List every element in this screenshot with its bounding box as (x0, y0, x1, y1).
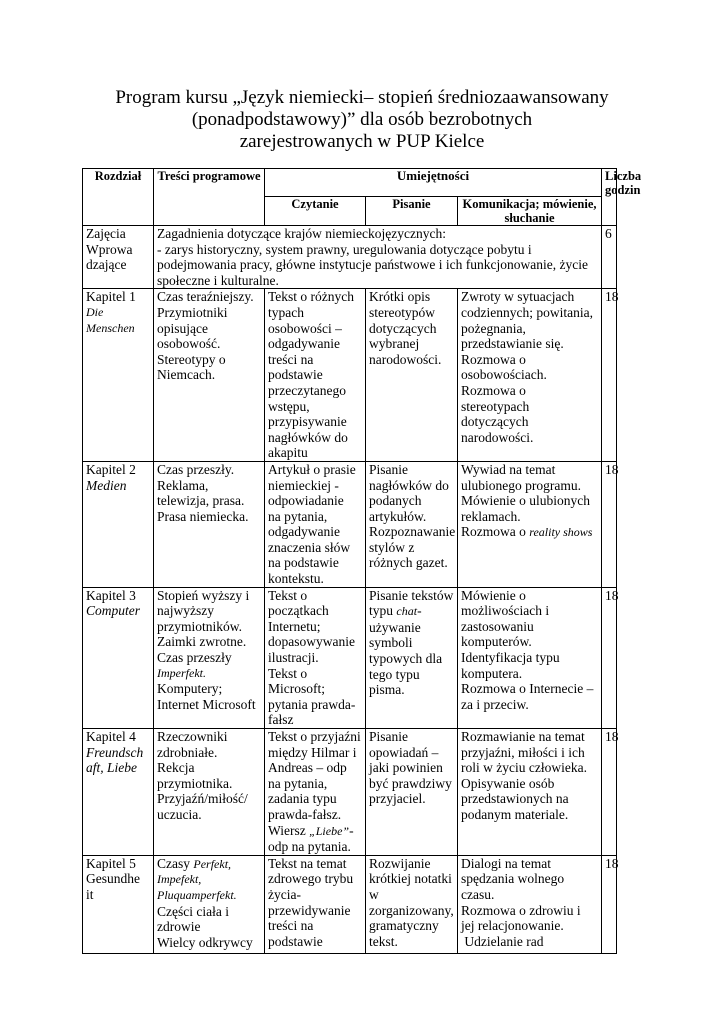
text-line: jej relacjonowanie. (461, 918, 564, 934)
text-line: przewidywanie (268, 902, 351, 918)
text-line: Tekst o (268, 587, 308, 603)
rozdzial-cell (83, 855, 154, 953)
text-line: opisujące (157, 320, 208, 336)
intro-line: - zarys historyczny, system prawny, uregulowania dotyczące pobytu i (157, 241, 532, 257)
text-line: znaczenia słów (268, 539, 351, 555)
text-line: Krótki opis (369, 289, 431, 305)
text-line: Przymiotniki (157, 304, 228, 320)
title-line-2: (ponadpodstawowy)” dla osób bezrobotnych (191, 109, 533, 130)
text-line: Stereotypy o (157, 351, 226, 367)
hours-cell: 18 (602, 461, 617, 587)
text-line: prawda-fałsz. (268, 806, 342, 822)
intro-line: społeczne i kulturalne. (157, 272, 279, 288)
text-line: Części ciała i (157, 903, 229, 919)
text-line: stereotypów (369, 304, 435, 320)
text-line: Niemcach. (157, 367, 216, 383)
text-line: odgadywanie (268, 336, 340, 352)
text-line: Tekst o przyjaźni (268, 729, 361, 744)
text-line: Internetu; (268, 618, 321, 634)
text-line: typowych dla (369, 651, 443, 667)
text-line: spędzania wolnego (461, 871, 565, 887)
pisanie-cell (366, 729, 458, 856)
text-line: niemieckiej - (268, 477, 339, 493)
kapitel-name: Gesundhe (86, 871, 140, 887)
header-row (83, 169, 617, 197)
text-line: dotyczących (461, 414, 529, 430)
text-span-italic: Perfekt, (193, 856, 232, 871)
text-line: Andreas – odp (268, 760, 347, 776)
text-line: Internet Microsoft (157, 696, 256, 712)
table-row (83, 587, 617, 728)
text-line: Pisanie (369, 729, 408, 744)
text-line: pytania prawda- (268, 696, 356, 712)
text-span: - (349, 822, 354, 838)
text-line: Rozmowa o (461, 351, 526, 367)
text-line: Rozmowa o (461, 382, 526, 398)
text-line: zastosowaniu (461, 618, 534, 634)
text-line: Mówienie o (461, 587, 526, 603)
rozdzial-cell (83, 226, 154, 289)
czytanie-cell (265, 461, 366, 587)
text-line: akapitu (268, 445, 308, 461)
text-span: typu (369, 603, 397, 619)
text-line: na podstawie (268, 555, 339, 571)
hours-cell: 18 (602, 289, 617, 462)
text-line: nagłówków do (268, 429, 348, 445)
header-czytanie: Czytanie (265, 197, 366, 226)
table-row (83, 729, 617, 856)
title-line-3: zarejestrowanych w PUP Kielce (239, 131, 485, 152)
kapitel-name: Computer (86, 603, 140, 619)
text-line: Reklama, (157, 477, 209, 493)
text-line: odp na pytania. (268, 839, 351, 855)
text-line: ulubionego programu. (461, 477, 581, 493)
text-line: zdrobniałe. (157, 744, 218, 760)
document-title (60, 87, 664, 153)
header-rozdzial: Rozdział (83, 169, 154, 226)
komunikacja-cell (458, 587, 602, 728)
program-table (82, 168, 642, 954)
kapitel-label: Kapitel 3 (86, 587, 136, 603)
text-line: przyjaciel. (369, 791, 426, 807)
kapitel-name: it (86, 886, 94, 902)
text-line: najwyższy (157, 603, 214, 619)
kapitel-name: Freundsch (86, 744, 144, 760)
kapitel-name: aft, Liebe (86, 760, 137, 776)
table-row (83, 461, 617, 587)
text-span: - (417, 603, 422, 619)
text-line: Stopień wyższy i (157, 587, 250, 603)
pisanie-cell (366, 587, 458, 728)
czytanie-cell (265, 729, 366, 856)
text-line: gramatyczny (369, 918, 439, 934)
text-line: typach (268, 304, 304, 320)
text-line: Czas przeszły. (157, 461, 235, 477)
text-line: Rozwijanie (369, 855, 431, 871)
text-line: Pluquamperfekt. (157, 887, 237, 902)
text-line: tekst. (369, 933, 398, 949)
text-line: Mówienie o ulubionych (461, 493, 590, 509)
text-line: wstępu, (268, 398, 310, 414)
header-umiejetnosci: Umiejętności (265, 169, 602, 197)
text-line: osobowościach. (461, 367, 547, 383)
table-row (83, 226, 617, 289)
text-span: Czasy (157, 855, 194, 871)
text-line: Imperfekt. (157, 665, 206, 680)
kapitel-label: Kapitel 1 (86, 289, 136, 305)
text-line: pożegnania, (461, 320, 526, 336)
text-line: Microsoft; (268, 681, 325, 697)
text-line: roli w życiu człowieka. (461, 760, 587, 776)
text-line: komputera. (461, 665, 523, 681)
text-line: fałsz (268, 712, 294, 728)
text-line: życia- (268, 886, 301, 902)
text-line: być prawdziwy (369, 775, 452, 791)
text-line: zorganizowany, (369, 902, 454, 918)
rozdzial-line: Wprowa (86, 241, 133, 257)
text-span: Wiersz (268, 822, 310, 838)
text-line: początkach (268, 603, 329, 619)
text-line: przymiotników. (157, 618, 242, 634)
header-liczba: Liczba godzin (602, 169, 617, 226)
pisanie-cell (366, 461, 458, 587)
table-row (83, 289, 617, 462)
text-line: podstawie (268, 933, 323, 949)
text-line: Przyjaźń/miłość/ (157, 791, 248, 807)
text-line: zdrowie (157, 919, 201, 935)
komunikacja-cell (458, 729, 602, 856)
text-line: osobowości – (268, 320, 342, 336)
tresci-cell (154, 289, 265, 462)
text-line: na pytania, (268, 508, 328, 524)
text-line: odpowiadanie (268, 493, 344, 509)
rozdzial-line: Zajęcia (86, 226, 126, 241)
tresci-cell (154, 855, 265, 953)
text-line: artykułów. (369, 508, 427, 524)
komunikacja-cell (458, 855, 602, 953)
text-line: narodowości. (461, 429, 534, 445)
hours-cell: 6 (602, 226, 617, 289)
text-line: treści na (268, 918, 314, 934)
text-line: jaki powinien (369, 760, 443, 776)
text-line: dopasowywanie (268, 634, 355, 650)
kapitel-label: Kapitel 2 (86, 461, 136, 477)
text-line: różnych gazet. (369, 555, 448, 571)
text-line: przedstawianie się. (461, 336, 564, 352)
text-line: Dialogi na temat (461, 855, 551, 871)
text-line: nagłówków do (369, 477, 449, 493)
text-line: kontekstu. (268, 571, 324, 587)
text-line: Artykuł o prasie (268, 461, 356, 477)
text-line: Opisywanie osób (461, 775, 555, 791)
text-line (268, 823, 362, 840)
komunikacja-cell (458, 461, 602, 587)
text-line: używanie (369, 619, 421, 635)
kapitel-label: Kapitel 5 (86, 855, 136, 871)
text-line: Tekst o (268, 665, 308, 681)
tresci-cell (154, 729, 265, 856)
text-line: zdrowego trybu (268, 871, 354, 887)
text-line: Rozpoznawanie (369, 524, 456, 540)
czytanie-cell (265, 289, 366, 462)
hours-cell: 18 (602, 855, 617, 953)
czytanie-cell (265, 587, 366, 728)
text-span-italic: chat (396, 604, 418, 619)
komunikacja-cell (458, 289, 602, 462)
text-line: odgadywanie (268, 524, 340, 540)
text-line: Pisanie tekstów (369, 587, 454, 603)
title-line-1: Program kursu „Język niemiecki– stopień średniozaawansowany (115, 87, 609, 108)
text-line: symboli (369, 635, 413, 651)
text-line: Zwroty w sytuacjach (461, 289, 575, 305)
text-line (461, 524, 598, 541)
pisanie-cell (366, 855, 458, 953)
intro-line: podejmowania pracy, główne instytucje państwowe i ich funkcjonowanie, życie (157, 257, 588, 273)
text-line: osobowość. (157, 336, 221, 352)
header-pisanie: Pisanie (366, 197, 458, 226)
text-line: między Hilmar i (268, 744, 357, 760)
text-line: Rzeczowniki (157, 729, 228, 744)
text-span-italic: reality shows (529, 525, 593, 540)
intro-line: Zagadnienia dotyczące krajów niemieckojęzycznych: (157, 226, 446, 241)
text-line (157, 856, 261, 873)
text-line: krótkiej notatki (369, 871, 452, 887)
rozdzial-cell (83, 461, 154, 587)
text-line: stereotypach (461, 398, 530, 414)
text-line: Identyfikacja typu (461, 650, 560, 666)
text-line: przyjaźni, miłości i ich (461, 744, 585, 760)
text-line: Prasa niemiecka. (157, 508, 249, 524)
text-line: przypisywanie (268, 414, 347, 430)
text-line: dotyczących (369, 320, 437, 336)
hours-cell: 18 (602, 587, 617, 728)
text-line: na pytania, (268, 775, 328, 791)
table-row (83, 855, 617, 953)
text-line: komputerów. (461, 634, 532, 650)
text-line: Tekst na temat (268, 855, 347, 871)
rozdzial-cell (83, 289, 154, 462)
kapitel-name: Medien (86, 477, 127, 493)
text-line: czasu. (461, 886, 495, 902)
text-line: Czas teraźniejszy. (157, 289, 254, 305)
text-line: Udzielanie rad (461, 933, 544, 949)
text-line: Komputery; (157, 681, 223, 697)
kapitel-name: Die (86, 304, 104, 319)
text-line: przymiotnika. (157, 775, 233, 791)
rozdzial-cell (83, 587, 154, 728)
text-line: w (369, 886, 379, 902)
text-line: możliwościach i (461, 603, 550, 619)
text-line: wybranej (369, 336, 420, 352)
text-line: Rozmowa o Internecie – (461, 681, 594, 697)
rozdzial-line: dzające (86, 257, 127, 273)
kapitel-name: Menschen (86, 320, 135, 335)
text-line: przedstawionych na (461, 791, 569, 807)
text-line: Pisanie (369, 461, 408, 477)
text-line: Wywiad na temat (461, 461, 556, 477)
header-komunikacja: Komunikacja; mówienie, słuchanie (458, 197, 602, 226)
text-line: ilustracji. (268, 650, 319, 666)
text-line: Tekst o różnych (268, 289, 355, 305)
text-line: stylów z (369, 539, 415, 555)
text-line: Rozmawianie na temat (461, 729, 585, 744)
pisanie-cell (366, 289, 458, 462)
text-line: za i przeciw. (461, 696, 529, 712)
kapitel-label: Kapitel 4 (86, 729, 136, 744)
text-line: Zaimki zwrotne. (157, 634, 247, 650)
text-line: reklamach. (461, 508, 521, 524)
text-line: uczucia. (157, 806, 202, 822)
text-line: podanym materiale. (461, 806, 569, 822)
text-line: Rozmowa o zdrowiu i (461, 902, 581, 918)
header-tresci: Treści programowe (154, 169, 265, 226)
text-line: pisma. (369, 682, 405, 698)
text-line: Impefekt, (157, 872, 202, 887)
text-span-italic: „Liebe” (309, 823, 350, 838)
czytanie-cell (265, 855, 366, 953)
tresci-cell (154, 461, 265, 587)
text-line: Wielcy odkrywcy (157, 934, 253, 950)
text-line: codziennych; powitania, (461, 304, 593, 320)
text-line (369, 603, 454, 620)
intro-content-cell (154, 226, 602, 289)
text-line: przeczytanego (268, 382, 346, 398)
text-line: narodowości. (369, 351, 442, 367)
text-line: treści na (268, 351, 314, 367)
hours-cell: 18 (602, 729, 617, 856)
text-line: Czas przeszły (157, 650, 232, 666)
text-line: Rekcja (157, 760, 195, 776)
text-line: telewizja, prasa. (157, 493, 245, 509)
text-line: tego typu (369, 666, 420, 682)
text-line: opowiadań – (369, 744, 439, 760)
rozdzial-cell (83, 729, 154, 856)
text-line: zadania typu (268, 791, 337, 807)
tresci-cell (154, 587, 265, 728)
text-line: podstawie (268, 367, 323, 383)
text-span: Rozmowa o (461, 524, 530, 540)
text-line: podanych (369, 493, 422, 509)
